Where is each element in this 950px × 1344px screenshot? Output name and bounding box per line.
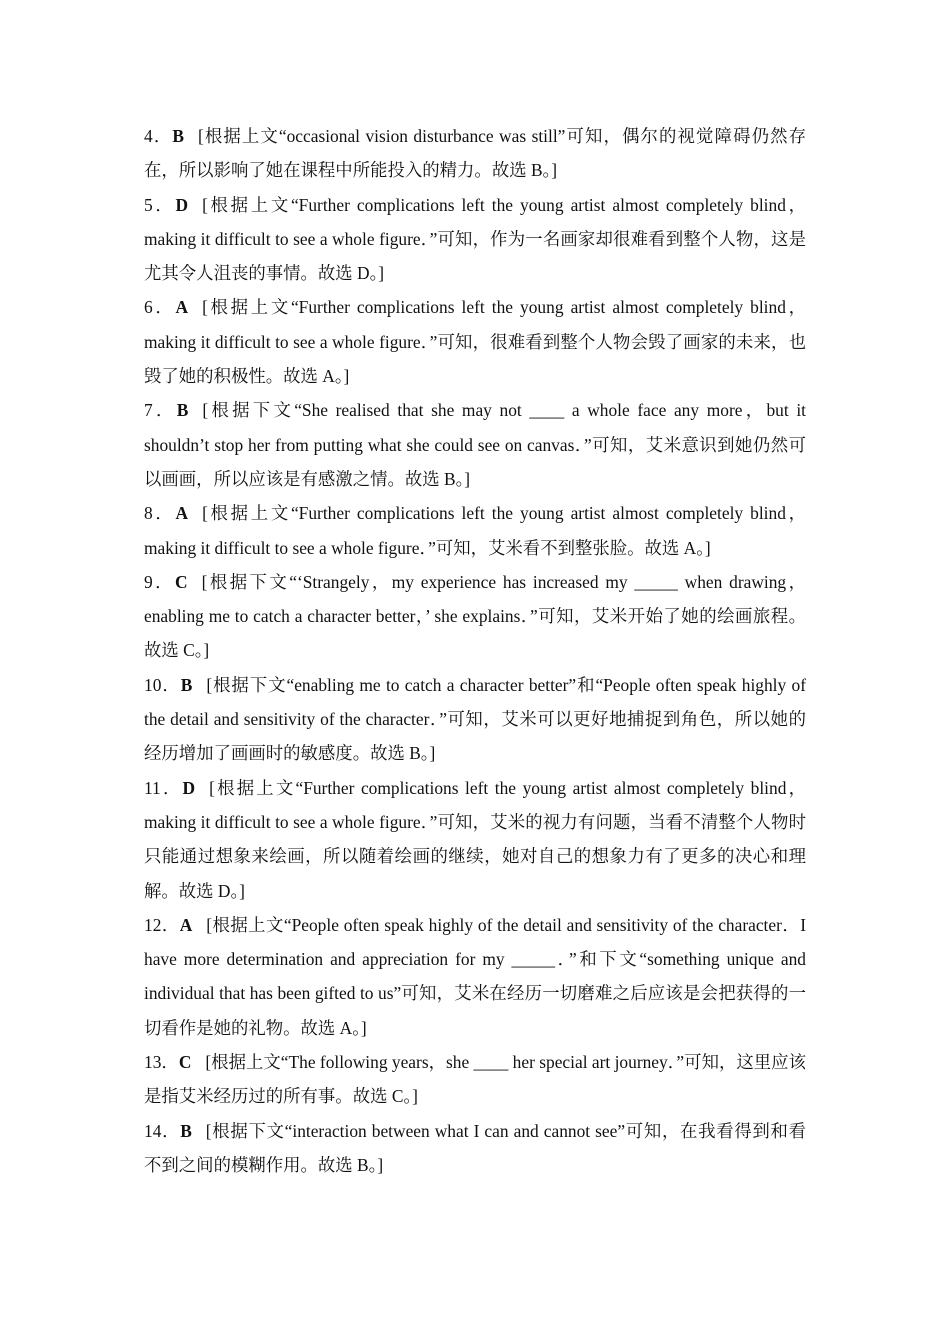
item-number: 9．: [144, 571, 176, 592]
answer-item-6: [144, 290, 806, 393]
item-answer: A: [179, 914, 193, 935]
answer-item-11: [144, 771, 806, 908]
answer-explanations: [144, 119, 806, 1182]
answer-item-5: [144, 188, 806, 291]
item-answer: A: [175, 503, 189, 524]
item-answer: D: [175, 194, 189, 215]
answer-item-4: [144, 119, 806, 188]
item-explanation: [根据上文“Further complications left the young artist almost completely blind，making it difficult to see a whole figure．”可知，艾米的视力有问题，当看不清整个人物时只能通过想象来绘画，所以随着绘画的继续，她对自己的想象力有了更多的决心和理解。故选 D。]: [144, 777, 806, 901]
item-explanation: [根据上文“Further complications left the young artist almost completely blind，making it difficult to see a whole figure．”可知，作为一名画家却很难看到整个人物，这是尤其令人沮丧的事情。故选 D。]: [144, 194, 806, 284]
item-answer: A: [175, 297, 189, 318]
answer-item-9: [144, 565, 806, 668]
answer-item-10: [144, 668, 806, 771]
item-answer: B: [172, 126, 184, 146]
item-explanation: [根据下文“enabling me to catch a character better”和“People often speak highly of the detail and sensitivity of the character．”可知，艾米可以更好地捕捉到角色，所以她的经历增加了画画时的敏感度。故选 B。]: [144, 674, 806, 764]
item-explanation: [根据上文“Further complications left the young artist almost completely blind，making it difficult to see a whole figure．”可知，艾米看不到整张脸。故选 A。]: [144, 503, 806, 558]
item-number: 6．: [144, 297, 176, 318]
item-explanation: [根据下文“‘Strangely，my experience has increased my _____ when drawing，enabling me to catch a character better，’ she explains．”可知，艾米开始了她的绘画旅程。故选 C。]: [144, 571, 806, 661]
item-explanation: [根据上文“The following years，she ____ her special art journey．”可知，这里应该是指艾米经历过的所有事。故选 C。]: [144, 1052, 806, 1107]
item-answer: C: [178, 1052, 192, 1073]
item-number: 7．: [144, 400, 177, 421]
item-explanation: [根据上文“occasional vision disturbance was still”可知，偶尔的视觉障碍仍然存在，所以影响了她在课程中所能投入的精力。故选 B。]: [144, 126, 806, 181]
item-number: 4．: [144, 126, 173, 146]
answer-item-14: [144, 1114, 806, 1183]
item-number: 8．: [144, 503, 176, 524]
item-explanation: [根据上文“People often speak highly of the detail and sensitivity of the character．I have more determination and appreciation for my _____．”和下文“something unique and individual that has been gifted to us”可知，艾米在经历一切磨难之后应该是会把获得的一切看作是她的礼物。故选 A。]: [144, 914, 806, 1038]
item-number: 11．: [144, 777, 183, 798]
item-answer: B: [180, 674, 193, 695]
item-explanation: [根据下文“She realised that she may not ____ a whole face any more，but it shouldn’t stop her from putting what she could see on canvas．”可知，艾米意识到她仍然可以画画，所以应该是有感激之情。故选 B。]: [144, 400, 806, 489]
item-explanation: [根据上文“Further complications left the young artist almost completely blind，making it difficult to see a whole figure．”可知，很难看到整个人物会毁了画家的未来，也毁了她的积极性。故选 A。]: [144, 297, 806, 387]
answer-item-12: [144, 908, 806, 1045]
item-answer: B: [180, 1120, 192, 1141]
item-number: 14．: [144, 1120, 181, 1141]
answer-item-8: [144, 496, 806, 565]
item-explanation: [根据下文“interaction between what I can and cannot see”可知，在我看得到和看不到之间的模糊作用。故选 B。]: [144, 1120, 806, 1175]
item-number: 5．: [144, 194, 176, 215]
item-number: 13．: [144, 1052, 179, 1073]
answer-item-13: [144, 1045, 806, 1114]
item-answer: D: [182, 777, 196, 798]
item-answer: B: [176, 400, 189, 421]
item-answer: C: [175, 571, 188, 592]
item-number: 12．: [144, 914, 180, 935]
item-number: 10．: [144, 674, 181, 695]
answer-item-7: [144, 393, 806, 496]
